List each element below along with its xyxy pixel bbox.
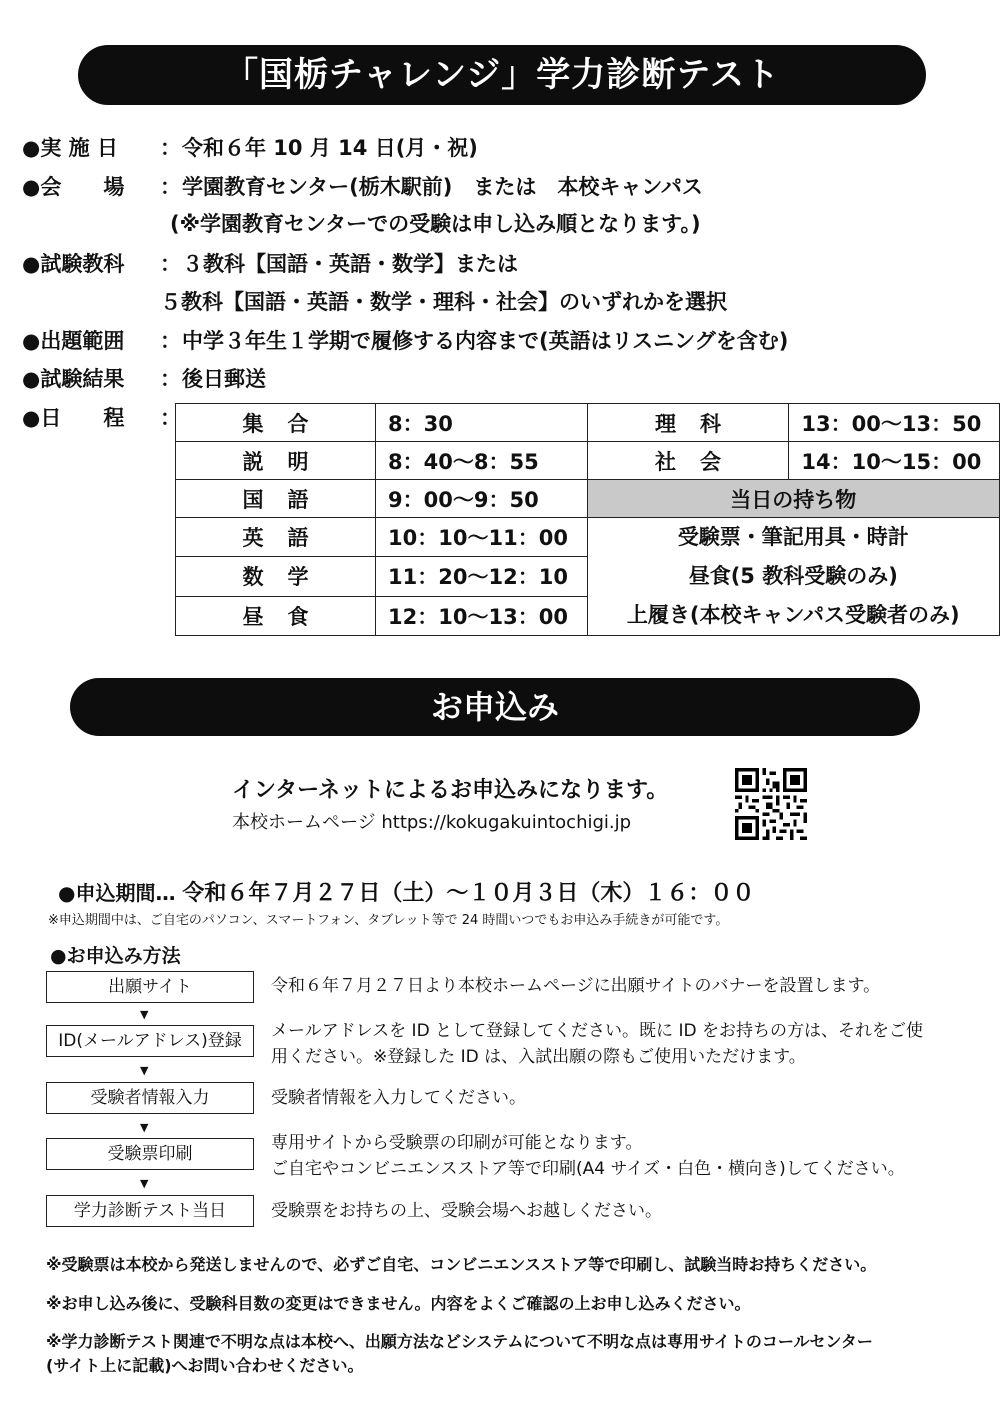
schedule-label: 数学	[176, 557, 376, 596]
note-line: ※お申し込み後に、受験科目数の変更はできません。内容をよくご確認の上お申し込みください。	[46, 1294, 751, 1313]
apply-period-note: ※申込期間中は、ご自宅のパソコン、スマートフォン、タブレット等で 24 時間いつでもお申込み手続きが可能です。	[48, 913, 729, 928]
schedule-time: 10：10～11：00	[376, 518, 588, 557]
schedule-label: 英語	[176, 518, 376, 557]
bring-item: 上履き(本校キャンパス受験者のみ)	[626, 603, 960, 627]
step-box: 出願サイト	[46, 971, 254, 1003]
schedule-time: 8：30	[376, 404, 588, 442]
table-row	[176, 442, 1000, 480]
arrow-down-icon: ▼	[140, 1121, 149, 1134]
bring-item: 受験票・筆記用具・時計	[677, 525, 909, 549]
schedule-table	[175, 403, 1000, 636]
step-desc	[271, 1085, 526, 1111]
page-title: 「国栃チャレンジ」学力診断テスト	[78, 45, 926, 105]
internet-notice: インターネットによるお申込みになります。	[232, 778, 669, 803]
schedule-label: 説明	[176, 442, 376, 480]
schedule-time: 11：20～12：10	[376, 557, 588, 596]
schedule-label: 国語	[176, 480, 376, 518]
step-desc	[271, 973, 880, 999]
apply-method-title: ●お申込み方法	[50, 945, 181, 967]
info-result: ●試験結果 ：後日郵送	[22, 363, 266, 393]
info-schedule-key: ●日 程	[22, 406, 125, 430]
info-date-value: 令和６年 10 月 14 日(月・祝)	[182, 136, 478, 160]
info-result-key: ●試験結果	[22, 367, 125, 391]
apply-period-value: 令和６年７月２７日（土）～１０月３日（木）１６：００	[182, 881, 755, 906]
arrow-down-icon: ▼	[140, 1177, 149, 1190]
schedule-label: 理科	[587, 404, 789, 442]
info-venue: ●会 場 ：学園教育センター(栃木駅前) または 本校キャンパス	[22, 171, 703, 201]
step-box: 受験票印刷	[46, 1138, 254, 1170]
step-box: 受験者情報入力	[46, 1082, 254, 1114]
table-row	[176, 518, 1000, 557]
arrow-down-icon: ▼	[140, 1008, 149, 1021]
info-date-key: ●実 施 日	[22, 136, 118, 160]
note-line: ※学力診断テスト関連で不明な点は本校へ、出願方法などシステムについて不明な点は専用サイトのコールセンター	[46, 1332, 873, 1351]
schedule-label: 社会	[587, 442, 789, 480]
table-row	[176, 480, 1000, 518]
info-scope-key: ●出題範囲	[22, 329, 125, 353]
schedule-label: 集合	[176, 404, 376, 442]
info-venue-key: ●会 場	[22, 175, 125, 199]
step-box: ID(メールアドレス)登録	[46, 1025, 254, 1057]
step-box: 学力診断テスト当日	[46, 1195, 254, 1227]
bring-item: 昼食(5 教科受験のみ)	[688, 564, 898, 588]
info-schedule: ●日 程 ：	[22, 402, 182, 432]
schedule-label: 昼食	[176, 596, 376, 635]
info-subjects-value2: ５教科【国語・英語・数学・理科・社会】のいずれかを選択	[160, 290, 727, 314]
apply-banner: お申込み	[70, 678, 920, 736]
step-desc	[271, 1018, 923, 1070]
info-subjects-key: ●試験教科	[22, 252, 125, 276]
step-desc	[271, 1198, 662, 1224]
schedule-time: 8：40～8：55	[376, 442, 588, 480]
info-venue-value: 学園教育センター(栃木駅前) または 本校キャンパス	[182, 175, 703, 199]
note-line: ※受験票は本校から発送しませんので、必ずご自宅、コンビニエンスストア等で印刷し、試験当時お持ちください。	[46, 1255, 877, 1274]
schedule-time: 12：10～13：00	[376, 596, 588, 635]
table-row	[176, 404, 1000, 442]
step-desc-line: 専用サイトから受験票の印刷が可能となります。	[271, 1133, 643, 1153]
info-date: ●実 施 日 ：令和６年 10 月 14 日(月・祝)	[22, 132, 478, 162]
info-subjects-value: ３教科【国語・英語・数学】または	[182, 252, 518, 276]
info-result-value: 後日郵送	[182, 367, 266, 391]
note-line: (サイト上に記載)へお問い合わせください。	[46, 1356, 364, 1375]
apply-period	[58, 876, 754, 907]
apply-period-label: ●申込期間…	[58, 881, 176, 905]
info-subjects: ●試験教科 ：３教科【国語・英語・数学】または	[22, 248, 518, 278]
homepage-link[interactable]: 本校ホームページ https://kokugakuintochigi.jp	[232, 812, 632, 833]
qr-code-icon	[735, 768, 807, 840]
info-venue-note: (※学園教育センターでの受験は申し込み順となります。)	[170, 212, 701, 236]
step-desc	[271, 1130, 905, 1182]
step-desc-line: 令和６年７月２７日より本校ホームページに出願サイトのバナーを設置します。	[271, 976, 881, 996]
step-desc-line: 受験者情報を入力してください。	[271, 1088, 526, 1108]
step-desc-line: 受験票をお持ちの上、受験会場へお越しください。	[271, 1201, 662, 1221]
schedule-time: 14：10～15：00	[789, 442, 1000, 480]
schedule-time: 13：00～13：50	[789, 404, 1000, 442]
info-scope: ●出題範囲 ：中学３年生１学期で履修する内容まで(英語はリスニングを含む)	[22, 325, 788, 355]
step-desc-line: メールアドレスを ID として登録してください。既に ID をお持ちの方は、それをご使	[271, 1021, 923, 1041]
arrow-down-icon: ▼	[140, 1064, 149, 1077]
bring-items	[587, 518, 999, 636]
step-desc-line: 用ください。※登録した ID は、入試出願の際もご使用いただけます。	[271, 1047, 806, 1067]
bring-header: 当日の持ち物	[587, 480, 999, 518]
info-scope-value: 中学３年生１学期で履修する内容まで(英語はリスニングを含む)	[182, 329, 789, 353]
step-desc-line: ご自宅やコンビニエンスストア等で印刷(A4 サイズ・白色・横向き)してください。	[271, 1159, 905, 1179]
schedule-time: 9：00～9：50	[376, 480, 588, 518]
